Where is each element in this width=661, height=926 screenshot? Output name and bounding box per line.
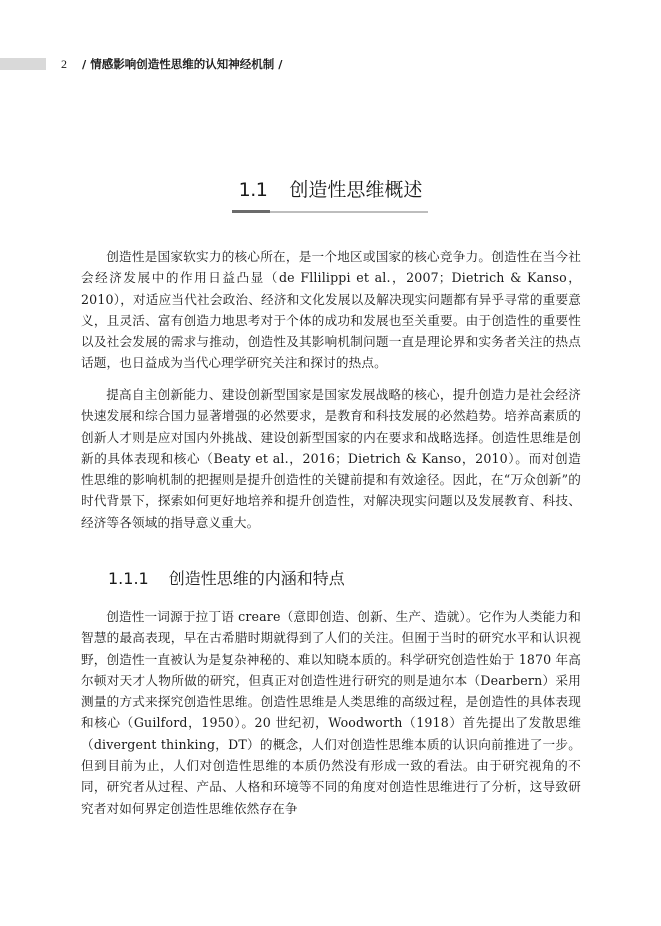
section-title: 创造性思维概述 [289,179,423,201]
body-paragraph: 创造性是国家软实力的核心所在，是一个地区或国家的核心竞争力。创造性在当今社会经济发展中的作用日益凸显（de Fllilippi et al.，2007；Dietrich & Kanso，2010），对适应当代社会政治、经济和文化发展以及解决现实问题都有异乎寻常的重要意义，且灵活、富有创造力地思考对于个体的成功和发展也至关重要。由于创造性的重要性以及社会发展的需求与推动，创造性及其影响机制问题一直是理论界和实务者关注的热点话题，也日益成为当代心理学研究关注和探讨的热点。 [81,249,581,371]
subsection-number: 1.1.1 [108,569,149,588]
subsection-heading [108,568,345,590]
section-number: 1.1 [238,179,268,201]
body-paragraph: 提高自主创新能力、建设创新型国家是国家发展战略的核心，提升创造力是社会经济快速发展和综合国力显著增强的必然要求，是教育和科技发展的必然趋势。培养高素质的创新人才则是应对国内外挑战、建设创新型国家的内在要求和战略选择。创造性思维是创新的具体表现和核心（Beaty et al.，2016；Dietrich & Kanso，2010）。而对创造性思维的影响机制的把握则是提升创造性的关键前提和有效途径。因此，在“万众创新”的时代背景下，探索如何更好地培养和提升创造性，对解决现实问题以及发展教育、科技、经济等各领域的指导意义重大。 [81,387,581,530]
page-number: 2 [61,57,67,71]
header-decoration-bar [0,58,46,70]
title-underline [270,211,428,213]
section-heading [0,177,661,203]
body-paragraph: 创造性一词源于拉丁语 creare（意即创造、创新、生产、造就）。它作为人类能力和智慧的最高表现，早在古希腊时期就得到了人们的关注。但囿于当时的研究水平和认识视野，创造性一直被认为是复杂神秘的、难以知晓本质的。科学研究创造性始于 1870 年高尔顿对天才人物所做的研究，但真正对创造性进行研究的则是迪尔本（Dearbern）采用测量的方式来探究创造性思维。创造性思维是人类思维的高级过程，是创造性的具体表现和核心（Guilford，1950）。20 世纪初，Woodworth（1918）首先提出了发散思维（divergent thinking，DT）的概念，人们对创造性思维本质的认识向前推进了一步。但到目前为止，人们对创造性思维的本质仍然没有形成一致的看法。由于研究视角的不同，研究者从过程、产品、人格和环境等不同的角度对创造性思维进行了分析，这导致研究者对如何界定创造性思维依然存在争 [81,609,581,816]
running-title: / 情感影响创造性思维的认知神经机制 / [82,57,283,71]
title-underline-accent [232,210,270,213]
subsection-title: 创造性思维的内涵和特点 [168,569,345,588]
